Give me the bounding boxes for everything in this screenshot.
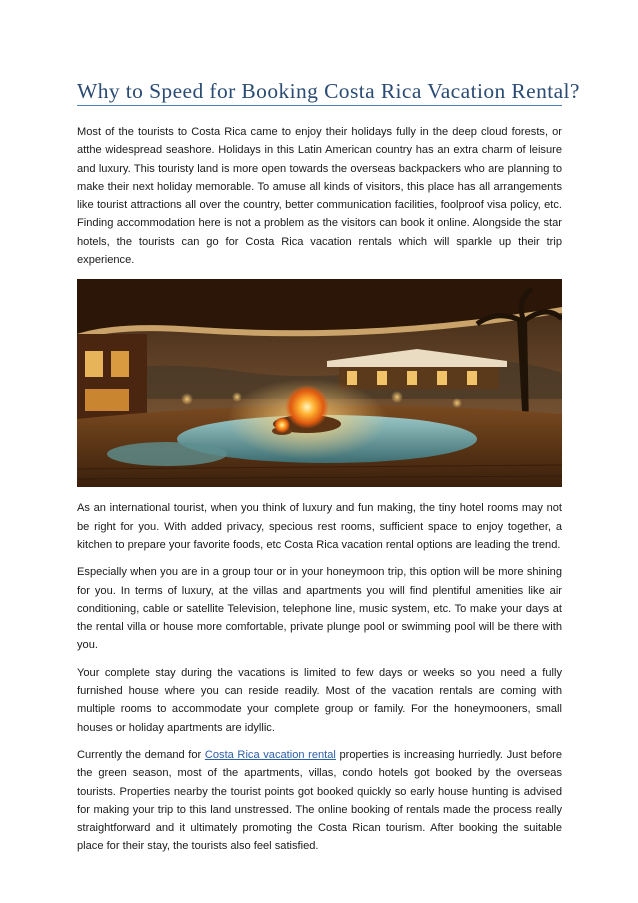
paragraph-group-tour: Especially when you are in a group tour or in your honeymoon trip, this option will be more shining for you. In terms of luxury, at the villas and apartments you will find plentiful amenities like air conditioning, cable or satellite Television, telephone line, music system, etc. To make your days at the rental villa or house more comfortable, private plunge pool or swimming pool will be there with you.: [77, 566, 562, 652]
paragraph-demand: [77, 746, 562, 856]
paragraph-demand-rest: properties is increasing hurriedly. Just before the green season, most of the apartments, villas, condo hotels got booked by the overseas tourists. Properties nearby the tourist points got booked quickly so early house hunting is advised for making your trip to this land unstressed. The online booking of rentals made the process really straightforward and it ultimately promoting the Costa Rican tourism. After booking the suitable place for their stay, the tourists also feel satisfied.: [77, 748, 562, 853]
resort-photo: [77, 279, 562, 487]
paragraph-intro: Most of the tourists to Costa Rica came to enjoy their holidays fully in the deep cloud forests, or atthe widespread seashore. Holidays in this Latin American country has an extra charm of leisure and luxury. This touristy land is more open towards the overseas backpackers who are planning to make their next holiday memorable. To amuse all kinds of visitors, this place has all arrangements like tourist attractions all over the country, better communication facilities, foolproof visa policy, etc. Finding accommodation here is not a problem as the visitors can book it online. Alongside the star hotels, the tourists can go for Costa Rica vacation rentals which will sparkle up their trip experience.: [77, 126, 562, 267]
title-underline: [77, 105, 562, 106]
costa-rica-vacation-rental-link[interactable]: Costa Rica vacation rental: [204, 748, 336, 761]
page-title: Why to Speed for Booking Costa Rica Vacation Rental?: [77, 79, 580, 103]
paragraph-international: As an international tourist, when you think of luxury and fun making, the tiny hotel rooms may not be right for you. With added privacy, specious rest rooms, sufficient space to enjoy together, a kitchen to prepare your favorite foods, etc Costa Rica vacation rental options are leading the trend.: [77, 502, 562, 551]
paragraph-complete-stay: Your complete stay during the vacations is limited to few days or weeks so you need a fully furnished house where you can reside readily. Most of the vacation rentals are coming with multiple rooms to accommodate your complete group or family. For the honeymooners, small houses or holiday apartments are idyllic.: [77, 666, 562, 734]
paragraph-demand-lead: Currently the demand for: [77, 748, 205, 761]
